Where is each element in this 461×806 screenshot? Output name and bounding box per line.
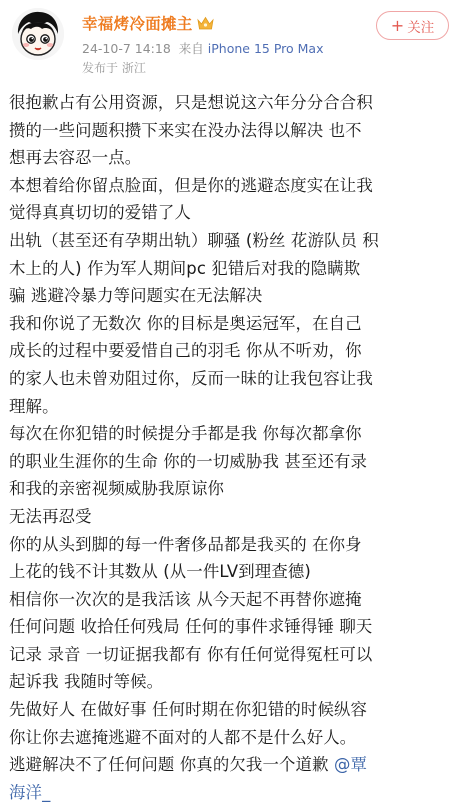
post-line: 出轨（甚至还有孕期出轨）聊骚 (粉丝 花游队员 积 (9, 230, 379, 250)
post-meta (82, 39, 323, 57)
post-line: 每次在你犯错的时候提分手都是我 你每次都拿你 (9, 424, 362, 444)
post-line: 先做好人 在做好事 任何时期在你犯错的时候纵容 (9, 700, 368, 720)
post-line: 木上的人) 作为军人期间pc 犯错后对我的隐瞒欺 (9, 258, 361, 278)
post-line-last (9, 751, 455, 779)
post-line: 理解。 (9, 396, 59, 416)
plus-icon: + (390, 15, 405, 35)
mention-link-continued[interactable]: 海洋_ (9, 782, 51, 802)
follow-button[interactable] (376, 11, 449, 40)
post-line: 成长的过程中要爱惜自己的羽毛 你从不听劝，你 (9, 341, 362, 361)
post-line: 记录 录音 一切证据我都有 你有任何觉得冤枉可以 (9, 644, 373, 664)
avatar-cartoon-face (12, 8, 64, 60)
post-line: 无法再忍受 (9, 506, 92, 526)
source-device[interactable]: iPhone 15 Pro Max (207, 41, 324, 56)
post-line: 相信你一次次的是我活该 从今天起不再替你遮掩 (9, 589, 362, 609)
post-line-mention-cont (9, 779, 455, 806)
post-line: 和我的亲密视频威胁我原谅你 (9, 479, 225, 499)
source-prefix: 来自 (178, 41, 204, 56)
username[interactable]: 幸福烤冷面摊主 (82, 15, 193, 33)
post-line: 起诉我 我随时等候。 (9, 672, 164, 692)
crown-icon (197, 16, 214, 31)
follow-label: 关注 (407, 19, 435, 36)
avatar[interactable] (12, 8, 64, 60)
post-line: 觉得真真切切的爱错了人 (9, 203, 191, 223)
post-line: 任何问题 收拾任何残局 任何的事件求锤得锤 聊天 (9, 617, 373, 637)
post-line: 的家人也未曾劝阻过你，反而一昧的让我包容让我 (9, 368, 373, 388)
post-line: 骗 逃避冷暴力等问题实在无法解决 (9, 286, 263, 306)
post-line: 的职业生涯你的生命 你的一切威胁我 甚至还有录 (9, 451, 368, 471)
post-line: 攒的一些问题积攒下来实在没办法得以解决 也不 (9, 120, 362, 140)
post-line: 我和你说了无数次 你的目标是奥运冠军，在自己 (9, 313, 362, 333)
post-line: 想再去容忍一点。 (9, 148, 142, 168)
post-line: 上花的钱不计其数从 (从一件LV到理查德) (9, 562, 311, 582)
post-line: 本想着给你留点脸面，但是你的逃避态度实在让我 (9, 175, 373, 195)
mention-link[interactable]: @覃 (334, 755, 368, 775)
post-line: 很抱歉占有公用资源，只是想说这六年分分合合积 (9, 93, 373, 112)
post-line: 你的从头到脚的每一件奢侈品都是我买的 在你身 (9, 534, 362, 554)
post-line-text: 逃避解决不了任何问题 你真的欠我一个道歉 (9, 755, 334, 775)
post-body (9, 89, 455, 806)
post-header (0, 0, 461, 82)
username-row (82, 12, 214, 34)
post-location: 发布于 浙江 (82, 61, 146, 75)
post-date: 24-10-7 14:18 (82, 41, 171, 56)
post-line: 你让你去遮掩逃避不面对的人都不是什么好人。 (9, 727, 357, 747)
